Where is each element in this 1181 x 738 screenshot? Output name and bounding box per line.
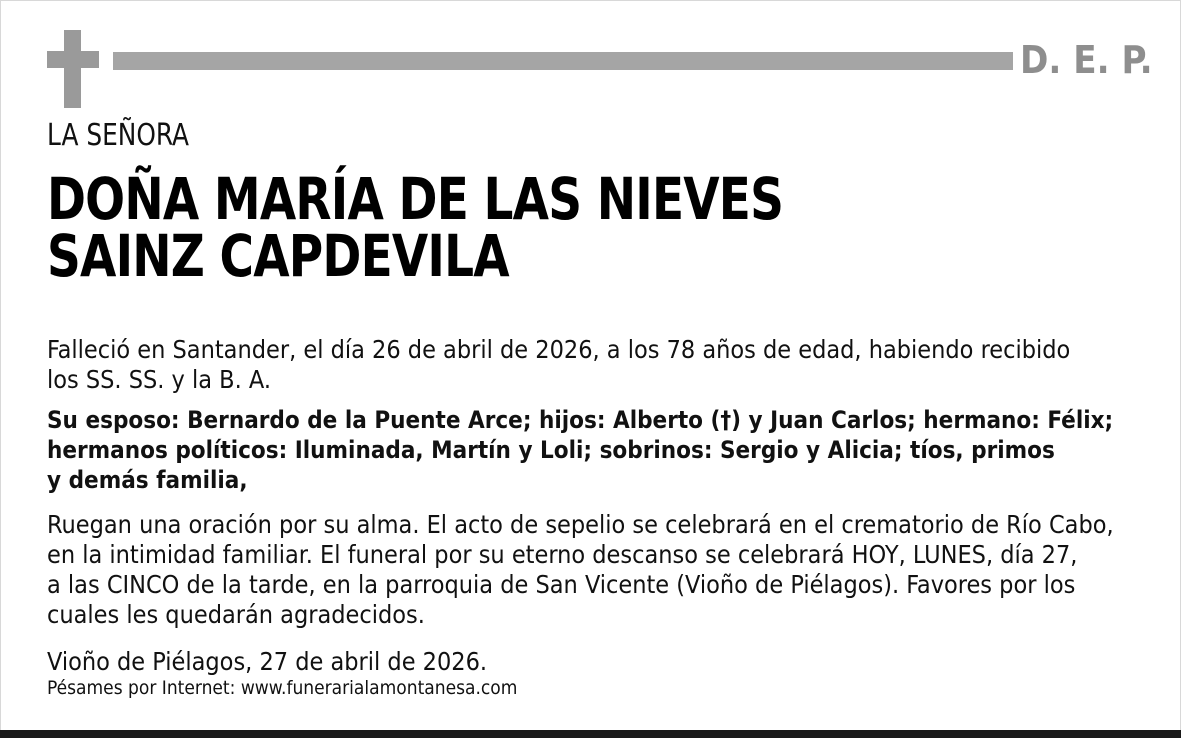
place-date: Vioño de Piélagos, 27 de abril de 2026. — [47, 647, 488, 676]
deceased-name — [47, 165, 784, 290]
death-paragraph — [47, 335, 1157, 395]
header-rule — [113, 52, 1013, 70]
cross-vertical — [64, 30, 81, 108]
family-line-1: Su esposo: Bernardo de la Puente Arce; hijos: Alberto (†) y Juan Carlos; hermano: Félix; — [47, 406, 1114, 434]
prayer-line-1: Ruegan una oración por su alma. El acto de sepelio se celebrará en el crematorio de Río Cabo, — [47, 510, 1114, 539]
family-line-2: hermanos políticos: Iluminada, Martín y Loli; sobrinos: Sergio y Alicia; tíos, primos — [47, 436, 1055, 464]
family-line-3: y demás familia, — [47, 466, 248, 494]
prayer-line-2: en la intimidad familiar. El funeral por su eterno descanso se celebrará HOY, LUNES, día 27, — [47, 540, 1078, 569]
death-line-1: Falleció en Santander, el día 26 de abril de 2026, a los 78 años de edad, habiendo recibido — [47, 335, 1071, 364]
latin-cross-icon — [47, 30, 99, 108]
prayer-line-4: cuales les quedarán agradecidos. — [47, 600, 425, 629]
death-line-2: los SS. SS. y la B. A. — [47, 365, 271, 394]
deceased-name-line-2: SAINZ CAPDEVILA — [47, 222, 509, 290]
bottom-border — [0, 730, 1181, 738]
dep-label: D. E. P. — [1020, 38, 1153, 82]
prayer-paragraph — [47, 510, 1157, 630]
condolences-web: Pésames por Internet: www.funerarialamontanesa.com — [47, 677, 518, 699]
family-paragraph — [47, 405, 1157, 495]
cross-horizontal — [47, 51, 99, 68]
deceased-name-line-1: DOÑA MARÍA DE LAS NIEVES — [47, 165, 784, 233]
honorific-label: LA SEÑORA — [47, 118, 190, 153]
prayer-line-3: a las CINCO de la tarde, en la parroquia de San Vicente (Vioño de Piélagos). Favores por los — [47, 570, 1076, 599]
